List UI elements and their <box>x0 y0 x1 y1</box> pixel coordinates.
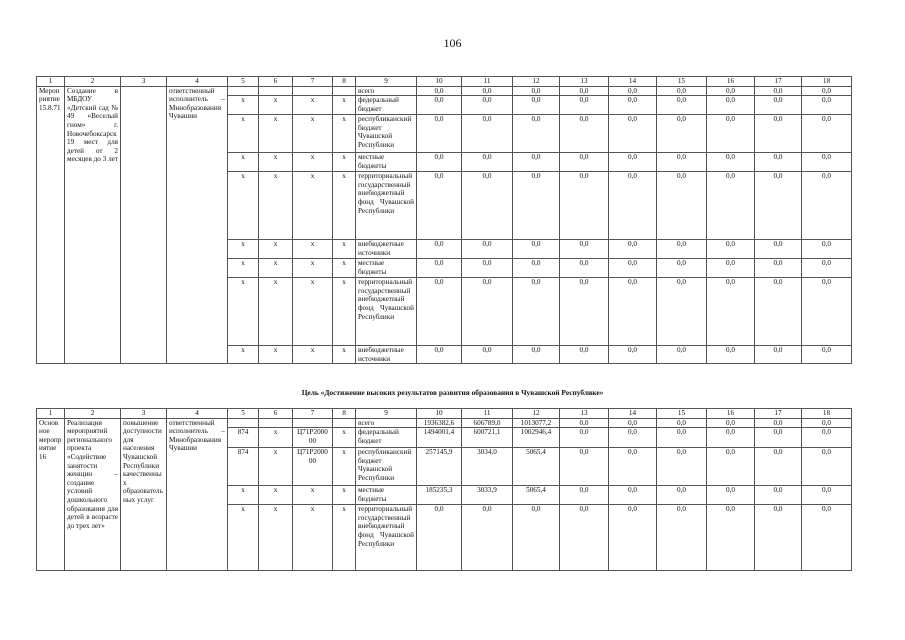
code-cell: x <box>259 153 293 172</box>
amount-cell: 0,0 <box>462 115 513 153</box>
amount-cell: 3033,9 <box>462 486 513 505</box>
header-cell: 17 <box>755 77 802 87</box>
amount-cell: 0,0 <box>802 96 852 115</box>
amount-cell: 0,0 <box>657 153 707 172</box>
amount-cell: 1013077,2 <box>513 418 560 428</box>
funding-source-cell: внебюджетные источники <box>356 346 417 364</box>
amount-cell: 0,0 <box>560 115 609 153</box>
amount-cell: 1936382,6 <box>417 418 462 428</box>
amount-cell: 5065,4 <box>513 486 560 505</box>
code-cell: x <box>259 172 293 240</box>
amount-cell: 257145,9 <box>417 448 462 486</box>
amount-cell: 0,0 <box>707 259 755 278</box>
code-cell: x <box>293 153 333 172</box>
amount-cell: 0,0 <box>707 278 755 346</box>
goal-heading: Цель «Достижение высоких результатов развития образования в Чувашской Республике» <box>301 388 604 397</box>
header-cell: 2 <box>65 409 121 419</box>
amount-cell: 0,0 <box>657 86 707 96</box>
amount-cell: 0,0 <box>707 448 755 486</box>
amount-cell: 0,0 <box>609 96 657 115</box>
funding-source-cell: местные бюджеты <box>356 259 417 278</box>
code-cell: x <box>293 346 333 364</box>
amount-cell: 0,0 <box>513 346 560 364</box>
amount-cell: 0,0 <box>417 240 462 259</box>
amount-cell: 1002946,4 <box>513 428 560 448</box>
amount-cell: 0,0 <box>657 486 707 505</box>
item-executor-cell: ответственный исполнитель – Минобразования Чувашии <box>167 418 228 571</box>
code-cell <box>293 418 333 428</box>
header-row <box>37 409 852 419</box>
amount-cell: 0,0 <box>802 278 852 346</box>
amount-cell: 0,0 <box>609 346 657 364</box>
code-cell: x <box>259 505 293 571</box>
code-cell <box>228 418 259 428</box>
amount-cell: 0,0 <box>609 428 657 448</box>
amount-cell: 0,0 <box>609 172 657 240</box>
funding-source-cell: республиканский бюджет Чувашской Республики <box>356 448 417 486</box>
header-cell: 12 <box>513 409 560 419</box>
amount-cell: 0,0 <box>513 259 560 278</box>
amount-cell: 0,0 <box>802 448 852 486</box>
amount-cell: 0,0 <box>560 240 609 259</box>
code-cell: x <box>259 428 293 448</box>
amount-cell: 0,0 <box>707 240 755 259</box>
amount-cell: 0,0 <box>802 418 852 428</box>
header-cell: 18 <box>802 77 852 87</box>
item-number-cell: Основное мероприятие 16 <box>37 418 65 571</box>
header-cell: 8 <box>333 409 356 419</box>
header-cell: 5 <box>228 409 259 419</box>
amount-cell: 0,0 <box>417 259 462 278</box>
amount-cell: 0,0 <box>609 259 657 278</box>
amount-cell: 0,0 <box>802 240 852 259</box>
amount-cell: 0,0 <box>609 486 657 505</box>
header-cell: 18 <box>802 409 852 419</box>
amount-cell: 0,0 <box>657 418 707 428</box>
amount-cell: 0,0 <box>755 259 802 278</box>
code-cell <box>333 86 356 96</box>
item-title-cell: Создание в МБДОУ «Детский сад № 49 «Веселый гном» г. Новочебоксарск 19 мест для детей от 2 месяцев до 3 лет <box>65 86 121 364</box>
amount-cell: 0,0 <box>560 86 609 96</box>
amount-cell: 0,0 <box>609 505 657 571</box>
header-cell: 3 <box>121 409 167 419</box>
header-cell: 6 <box>259 77 293 87</box>
code-cell: Ц71P2000 00 <box>293 448 333 486</box>
header-cell: 5 <box>228 77 259 87</box>
header-cell: 7 <box>293 409 333 419</box>
code-cell <box>228 86 259 96</box>
code-cell: x <box>293 259 333 278</box>
amount-cell: 0,0 <box>707 346 755 364</box>
code-cell: x <box>228 346 259 364</box>
amount-cell: 0,0 <box>802 505 852 571</box>
header-cell: 12 <box>513 77 560 87</box>
amount-cell: 0,0 <box>513 96 560 115</box>
header-row <box>37 77 852 87</box>
code-cell: x <box>333 278 356 346</box>
item-executor-cell: ответственный исполнитель – Минобразования Чувашии <box>167 86 228 364</box>
amount-cell: 0,0 <box>417 172 462 240</box>
code-cell: x <box>259 96 293 115</box>
amount-cell: 0,0 <box>657 96 707 115</box>
amount-cell: 0,0 <box>417 278 462 346</box>
amount-cell: 0,0 <box>560 448 609 486</box>
header-cell: 2 <box>65 77 121 87</box>
amount-cell: 0,0 <box>560 505 609 571</box>
amount-cell: 0,0 <box>560 346 609 364</box>
code-cell: x <box>228 240 259 259</box>
amount-cell: 0,0 <box>707 153 755 172</box>
code-cell: x <box>259 346 293 364</box>
code-cell <box>259 86 293 96</box>
amount-cell: 0,0 <box>755 486 802 505</box>
amount-cell: 185235,3 <box>417 486 462 505</box>
header-cell: 17 <box>755 409 802 419</box>
amount-cell: 0,0 <box>802 86 852 96</box>
amount-cell: 0,0 <box>513 153 560 172</box>
code-cell: x <box>333 96 356 115</box>
amount-cell: 0,0 <box>513 505 560 571</box>
amount-cell: 0,0 <box>707 418 755 428</box>
code-cell: 874 <box>228 428 259 448</box>
funding-source-cell: территориальный государственный внебюджетный фонд Чувашской Республики <box>356 278 417 346</box>
amount-cell: 0,0 <box>417 96 462 115</box>
amount-cell: 0,0 <box>802 259 852 278</box>
amount-cell: 0,0 <box>802 428 852 448</box>
code-cell: x <box>228 115 259 153</box>
amount-cell: 0,0 <box>462 240 513 259</box>
amount-cell: 0,0 <box>707 96 755 115</box>
amount-cell: 0,0 <box>707 115 755 153</box>
amount-cell: 0,0 <box>755 240 802 259</box>
amount-cell: 0,0 <box>707 486 755 505</box>
header-cell: 4 <box>167 409 228 419</box>
amount-cell: 0,0 <box>755 172 802 240</box>
header-cell: 14 <box>609 77 657 87</box>
header-cell: 10 <box>417 409 462 419</box>
amount-cell: 0,0 <box>802 486 852 505</box>
amount-cell: 0,0 <box>417 505 462 571</box>
amount-cell: 0,0 <box>609 86 657 96</box>
item-number-cell: Мероприятие 15.8.71 <box>37 86 65 364</box>
header-cell: 8 <box>333 77 356 87</box>
code-cell: x <box>259 115 293 153</box>
amount-cell: 0,0 <box>707 505 755 571</box>
amount-cell: 606789,0 <box>462 418 513 428</box>
amount-cell: 0,0 <box>657 278 707 346</box>
header-cell: 13 <box>560 409 609 419</box>
amount-cell: 600721,1 <box>462 428 513 448</box>
code-cell <box>333 418 356 428</box>
code-cell: x <box>333 115 356 153</box>
amount-cell: 0,0 <box>513 86 560 96</box>
amount-cell: 1494001,4 <box>417 428 462 448</box>
amount-cell: 0,0 <box>755 115 802 153</box>
amount-cell: 0,0 <box>513 115 560 153</box>
amount-cell: 0,0 <box>560 418 609 428</box>
amount-cell: 0,0 <box>560 278 609 346</box>
amount-cell: 0,0 <box>560 172 609 240</box>
program-table-part-2 <box>36 408 852 571</box>
code-cell: x <box>228 96 259 115</box>
code-cell: x <box>333 505 356 571</box>
amount-cell: 0,0 <box>657 240 707 259</box>
amount-cell: 0,0 <box>657 259 707 278</box>
amount-cell: 0,0 <box>802 115 852 153</box>
amount-cell: 0,0 <box>657 115 707 153</box>
funding-source-cell: федеральный бюджет <box>356 428 417 448</box>
amount-cell: 0,0 <box>657 448 707 486</box>
amount-cell: 0,0 <box>707 172 755 240</box>
code-cell: x <box>333 172 356 240</box>
amount-cell: 0,0 <box>802 172 852 240</box>
amount-cell: 0,0 <box>609 278 657 346</box>
code-cell <box>259 418 293 428</box>
header-cell: 11 <box>462 77 513 87</box>
code-cell: x <box>228 505 259 571</box>
code-cell: x <box>259 240 293 259</box>
header-cell: 7 <box>293 77 333 87</box>
funding-source-cell: местные бюджеты <box>356 486 417 505</box>
code-cell: x <box>293 486 333 505</box>
code-cell: x <box>228 153 259 172</box>
amount-cell: 0,0 <box>417 346 462 364</box>
code-cell: x <box>259 278 293 346</box>
amount-cell: 0,0 <box>513 278 560 346</box>
amount-cell: 0,0 <box>417 86 462 96</box>
amount-cell: 0,0 <box>755 428 802 448</box>
code-cell: x <box>293 278 333 346</box>
funding-source-cell: федеральный бюджет <box>356 96 417 115</box>
header-cell: 3 <box>121 77 167 87</box>
funding-source-cell: территориальный государственный внебюджетный фонд Чувашской Республики <box>356 172 417 240</box>
item-goal-cell: повышение доступности для населения Чувашской Республики качественных образовательных услуг <box>121 418 167 571</box>
header-cell: 6 <box>259 409 293 419</box>
table-row <box>37 418 852 428</box>
code-cell: x <box>259 486 293 505</box>
code-cell: x <box>228 172 259 240</box>
code-cell: x <box>228 486 259 505</box>
amount-cell: 0,0 <box>462 96 513 115</box>
amount-cell: 0,0 <box>755 278 802 346</box>
amount-cell: 0,0 <box>755 505 802 571</box>
code-cell: x <box>259 259 293 278</box>
amount-cell: 0,0 <box>755 346 802 364</box>
amount-cell: 0,0 <box>560 486 609 505</box>
amount-cell: 0,0 <box>609 240 657 259</box>
amount-cell: 0,0 <box>609 153 657 172</box>
code-cell: x <box>293 172 333 240</box>
header-cell: 13 <box>560 77 609 87</box>
amount-cell: 0,0 <box>560 96 609 115</box>
code-cell <box>293 86 333 96</box>
code-cell: x <box>333 428 356 448</box>
amount-cell: 0,0 <box>513 240 560 259</box>
code-cell: x <box>333 448 356 486</box>
code-cell: x <box>228 278 259 346</box>
funding-source-cell: всего <box>356 418 417 428</box>
amount-cell: 0,0 <box>707 86 755 96</box>
amount-cell: 0,0 <box>560 153 609 172</box>
header-cell: 14 <box>609 409 657 419</box>
table-row <box>37 86 852 96</box>
amount-cell: 0,0 <box>462 172 513 240</box>
amount-cell: 0,0 <box>417 115 462 153</box>
amount-cell: 0,0 <box>462 259 513 278</box>
funding-source-cell: республиканский бюджет Чувашской Республики <box>356 115 417 153</box>
code-cell: x <box>333 259 356 278</box>
code-cell: x <box>259 448 293 486</box>
code-cell: x <box>333 240 356 259</box>
page-number: 106 <box>443 36 462 50</box>
header-cell: 9 <box>356 409 417 419</box>
amount-cell: 0,0 <box>462 505 513 571</box>
amount-cell: 0,0 <box>560 259 609 278</box>
code-cell: x <box>228 259 259 278</box>
amount-cell: 0,0 <box>802 153 852 172</box>
amount-cell: 0,0 <box>657 505 707 571</box>
funding-source-cell: местные бюджеты <box>356 153 417 172</box>
funding-source-cell: внебюджетные источники <box>356 240 417 259</box>
header-cell: 16 <box>707 409 755 419</box>
funding-source-cell: всего <box>356 86 417 96</box>
amount-cell: 0,0 <box>609 115 657 153</box>
code-cell: x <box>333 153 356 172</box>
amount-cell: 0,0 <box>462 86 513 96</box>
amount-cell: 0,0 <box>462 153 513 172</box>
item-title-cell: Реализация мероприятий регионального проекта «Содействие занятости женщин – создание условий дошкольного образования для детей в возрасте до трех лет» <box>65 418 121 571</box>
amount-cell: 0,0 <box>755 86 802 96</box>
amount-cell: 0,0 <box>417 153 462 172</box>
amount-cell: 0,0 <box>462 278 513 346</box>
amount-cell: 0,0 <box>657 172 707 240</box>
code-cell: x <box>293 115 333 153</box>
header-cell: 4 <box>167 77 228 87</box>
header-cell: 11 <box>462 409 513 419</box>
header-cell: 1 <box>37 77 65 87</box>
amount-cell: 0,0 <box>609 418 657 428</box>
amount-cell: 0,0 <box>657 428 707 448</box>
funding-source-cell: территориальный государственный внебюджетный фонд Чувашской Республики <box>356 505 417 571</box>
amount-cell: 0,0 <box>755 96 802 115</box>
code-cell: Ц71P2000 00 <box>293 428 333 448</box>
code-cell: x <box>333 486 356 505</box>
amount-cell: 0,0 <box>609 448 657 486</box>
amount-cell: 0,0 <box>560 428 609 448</box>
code-cell: x <box>293 505 333 571</box>
amount-cell: 0,0 <box>755 418 802 428</box>
header-cell: 1 <box>37 409 65 419</box>
header-cell: 15 <box>657 409 707 419</box>
item-goal-cell <box>121 86 167 364</box>
code-cell: x <box>293 96 333 115</box>
amount-cell: 0,0 <box>657 346 707 364</box>
header-cell: 16 <box>707 77 755 87</box>
program-table-part-1 <box>36 76 852 364</box>
code-cell: x <box>333 346 356 364</box>
amount-cell: 5065,4 <box>513 448 560 486</box>
header-cell: 10 <box>417 77 462 87</box>
amount-cell: 0,0 <box>513 172 560 240</box>
header-cell: 15 <box>657 77 707 87</box>
header-cell: 9 <box>356 77 417 87</box>
code-cell: 874 <box>228 448 259 486</box>
amount-cell: 3034,0 <box>462 448 513 486</box>
amount-cell: 0,0 <box>755 448 802 486</box>
code-cell: x <box>293 240 333 259</box>
amount-cell: 0,0 <box>755 153 802 172</box>
amount-cell: 0,0 <box>707 428 755 448</box>
amount-cell: 0,0 <box>802 346 852 364</box>
amount-cell: 0,0 <box>462 346 513 364</box>
